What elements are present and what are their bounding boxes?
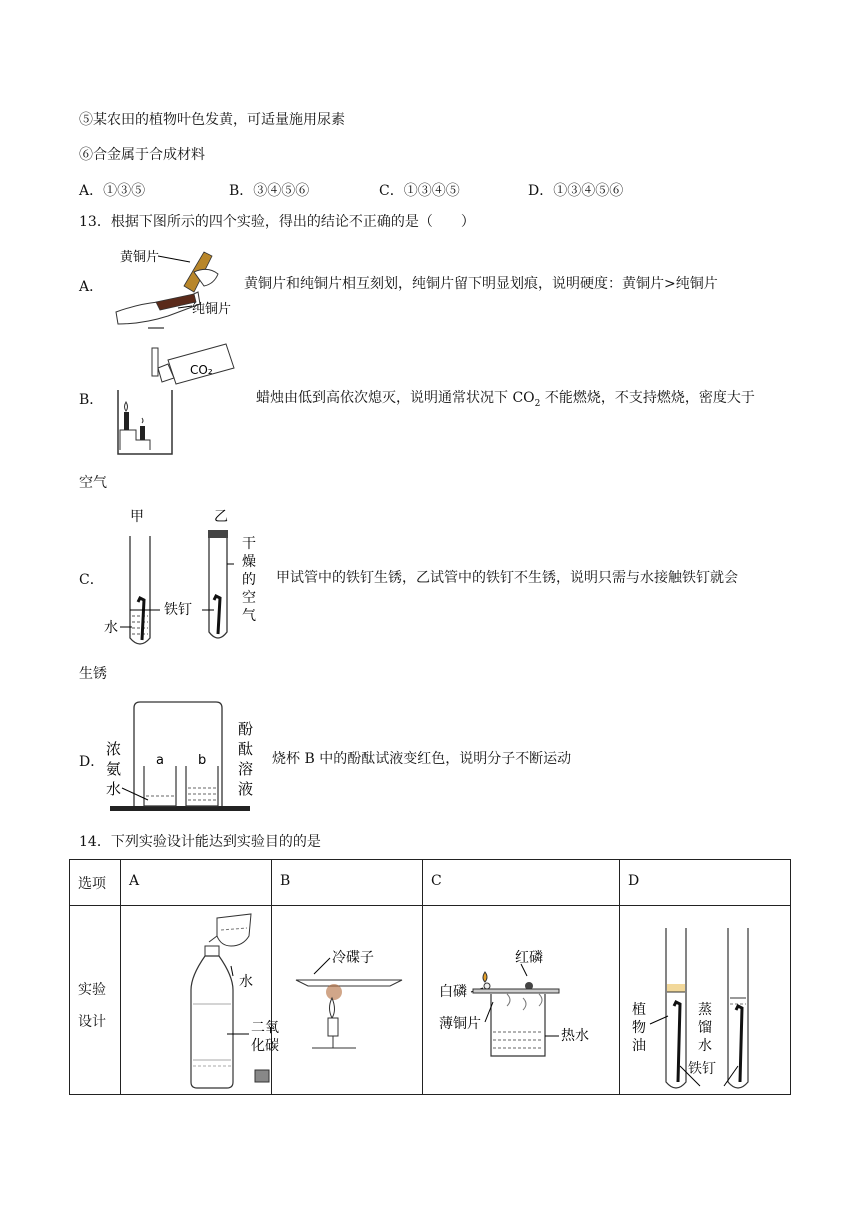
iron-nail-rust-figure xyxy=(102,504,272,654)
label-brass: 黄铜片 xyxy=(120,250,160,265)
svg-text:液: 液 xyxy=(238,780,254,798)
q13-option-d-text: 烧杯 B 中的酚酞试液变红色，说明分子不断运动 xyxy=(272,751,572,767)
svg-text:水: 水 xyxy=(698,1038,712,1054)
svg-text:酞: 酞 xyxy=(238,740,254,758)
q13-option-c-text-cont: 生锈 xyxy=(79,666,107,682)
svg-text:油: 油 xyxy=(632,1038,646,1054)
cell-fig-a xyxy=(121,906,279,1095)
svg-text:铁钉: 铁钉 xyxy=(164,602,192,618)
svg-text:b: b xyxy=(198,753,207,768)
header-b: B xyxy=(272,860,423,906)
q13-option-b-text: 蜡烛由低到高依次熄灭，说明通常状况下 $CO_2$ 不能燃烧，不支持燃烧，密度大于 xyxy=(256,390,755,409)
statement-6: ⑥合金属于合成材料 xyxy=(79,147,205,163)
svg-text:热水: 热水 xyxy=(561,1028,589,1044)
svg-text:酚: 酚 xyxy=(238,720,254,738)
svg-text:浓: 浓 xyxy=(106,740,122,758)
svg-text:水: 水 xyxy=(106,780,122,798)
label-co2: CO₂ xyxy=(190,363,213,377)
label-copper: 纯铜片 xyxy=(192,302,232,317)
svg-text:甲: 甲 xyxy=(130,509,144,525)
q12-option-c[interactable]: C．①③④⑤ xyxy=(379,183,460,199)
svg-text:气: 气 xyxy=(242,608,256,624)
q13-stem: 13．根据下图所示的四个实验，得出的结论不正确的是（ ） xyxy=(79,214,475,230)
svg-text:白磷: 白磷 xyxy=(439,984,467,1000)
cell-fig-c xyxy=(423,906,620,1095)
phosphorus-combustion-figure xyxy=(423,906,619,1094)
row-label: 实验 设计 xyxy=(70,906,121,1095)
svg-text:化碳: 化碳 xyxy=(251,1038,279,1054)
q12-option-a[interactable]: A．①③⑤ xyxy=(79,183,146,199)
svg-text:氨: 氨 xyxy=(106,760,122,778)
svg-text:二氧: 二氧 xyxy=(251,1020,279,1036)
q12-option-d[interactable]: D．①③④⑤⑥ xyxy=(528,183,624,199)
svg-text:干: 干 xyxy=(242,536,256,552)
q13-option-a-text: 黄铜片和纯铜片相互刻划，纯铜片留下明显划痕，说明硬度：黄铜片>纯铜片 xyxy=(244,276,718,292)
svg-text:水: 水 xyxy=(239,974,253,990)
q14-table xyxy=(69,859,791,1095)
svg-text:物: 物 xyxy=(632,1020,646,1036)
co2-candle-figure xyxy=(110,338,240,458)
svg-text:冷碟子: 冷碟子 xyxy=(332,950,374,966)
svg-text:乙: 乙 xyxy=(214,509,228,525)
q12-option-b[interactable]: B．③④⑤⑥ xyxy=(229,183,310,199)
svg-text:蒸: 蒸 xyxy=(698,1002,712,1018)
q13-option-a-letter[interactable]: A． xyxy=(79,279,104,295)
svg-text:空: 空 xyxy=(242,590,256,606)
cold-plate-figure xyxy=(272,906,422,1094)
svg-text:溶: 溶 xyxy=(238,760,254,778)
q13-option-b-text-cont: 空气 xyxy=(79,475,107,491)
q13-option-c-letter[interactable]: C． xyxy=(79,572,104,588)
q13-option-c-text: 甲试管中的铁钉生锈，乙试管中的铁钉不生锈，说明只需与水接触铁钉就会 xyxy=(276,570,738,586)
co2-bottle-figure xyxy=(121,906,279,1094)
svg-text:水: 水 xyxy=(104,620,118,636)
brass-scratch-figure xyxy=(108,244,238,330)
svg-text:燥: 燥 xyxy=(242,554,256,570)
svg-text:的: 的 xyxy=(242,572,256,588)
ammonia-diffusion-figure xyxy=(104,700,268,816)
header-c: C xyxy=(423,860,620,906)
q13-option-b-letter[interactable]: B． xyxy=(79,392,104,408)
header-d: D xyxy=(620,860,791,906)
svg-text:a: a xyxy=(156,753,164,768)
q14-d-label-nail: 铁钉 xyxy=(688,1061,716,1077)
svg-text:薄铜片: 薄铜片 xyxy=(439,1016,481,1032)
statement-5: ⑤某农田的植物叶色发黄，可适量施用尿素 xyxy=(79,112,345,128)
svg-text:红磷: 红磷 xyxy=(515,950,543,966)
cell-fig-b xyxy=(272,906,423,1095)
svg-text:馏: 馏 xyxy=(698,1020,712,1036)
q14-stem: 14．下列实验设计能达到实验目的的是 xyxy=(79,834,321,850)
q13-option-d-letter[interactable]: D． xyxy=(79,754,105,770)
header-option: 选项 xyxy=(70,860,121,906)
header-a: A xyxy=(121,860,272,906)
svg-text:植: 植 xyxy=(632,1002,646,1018)
